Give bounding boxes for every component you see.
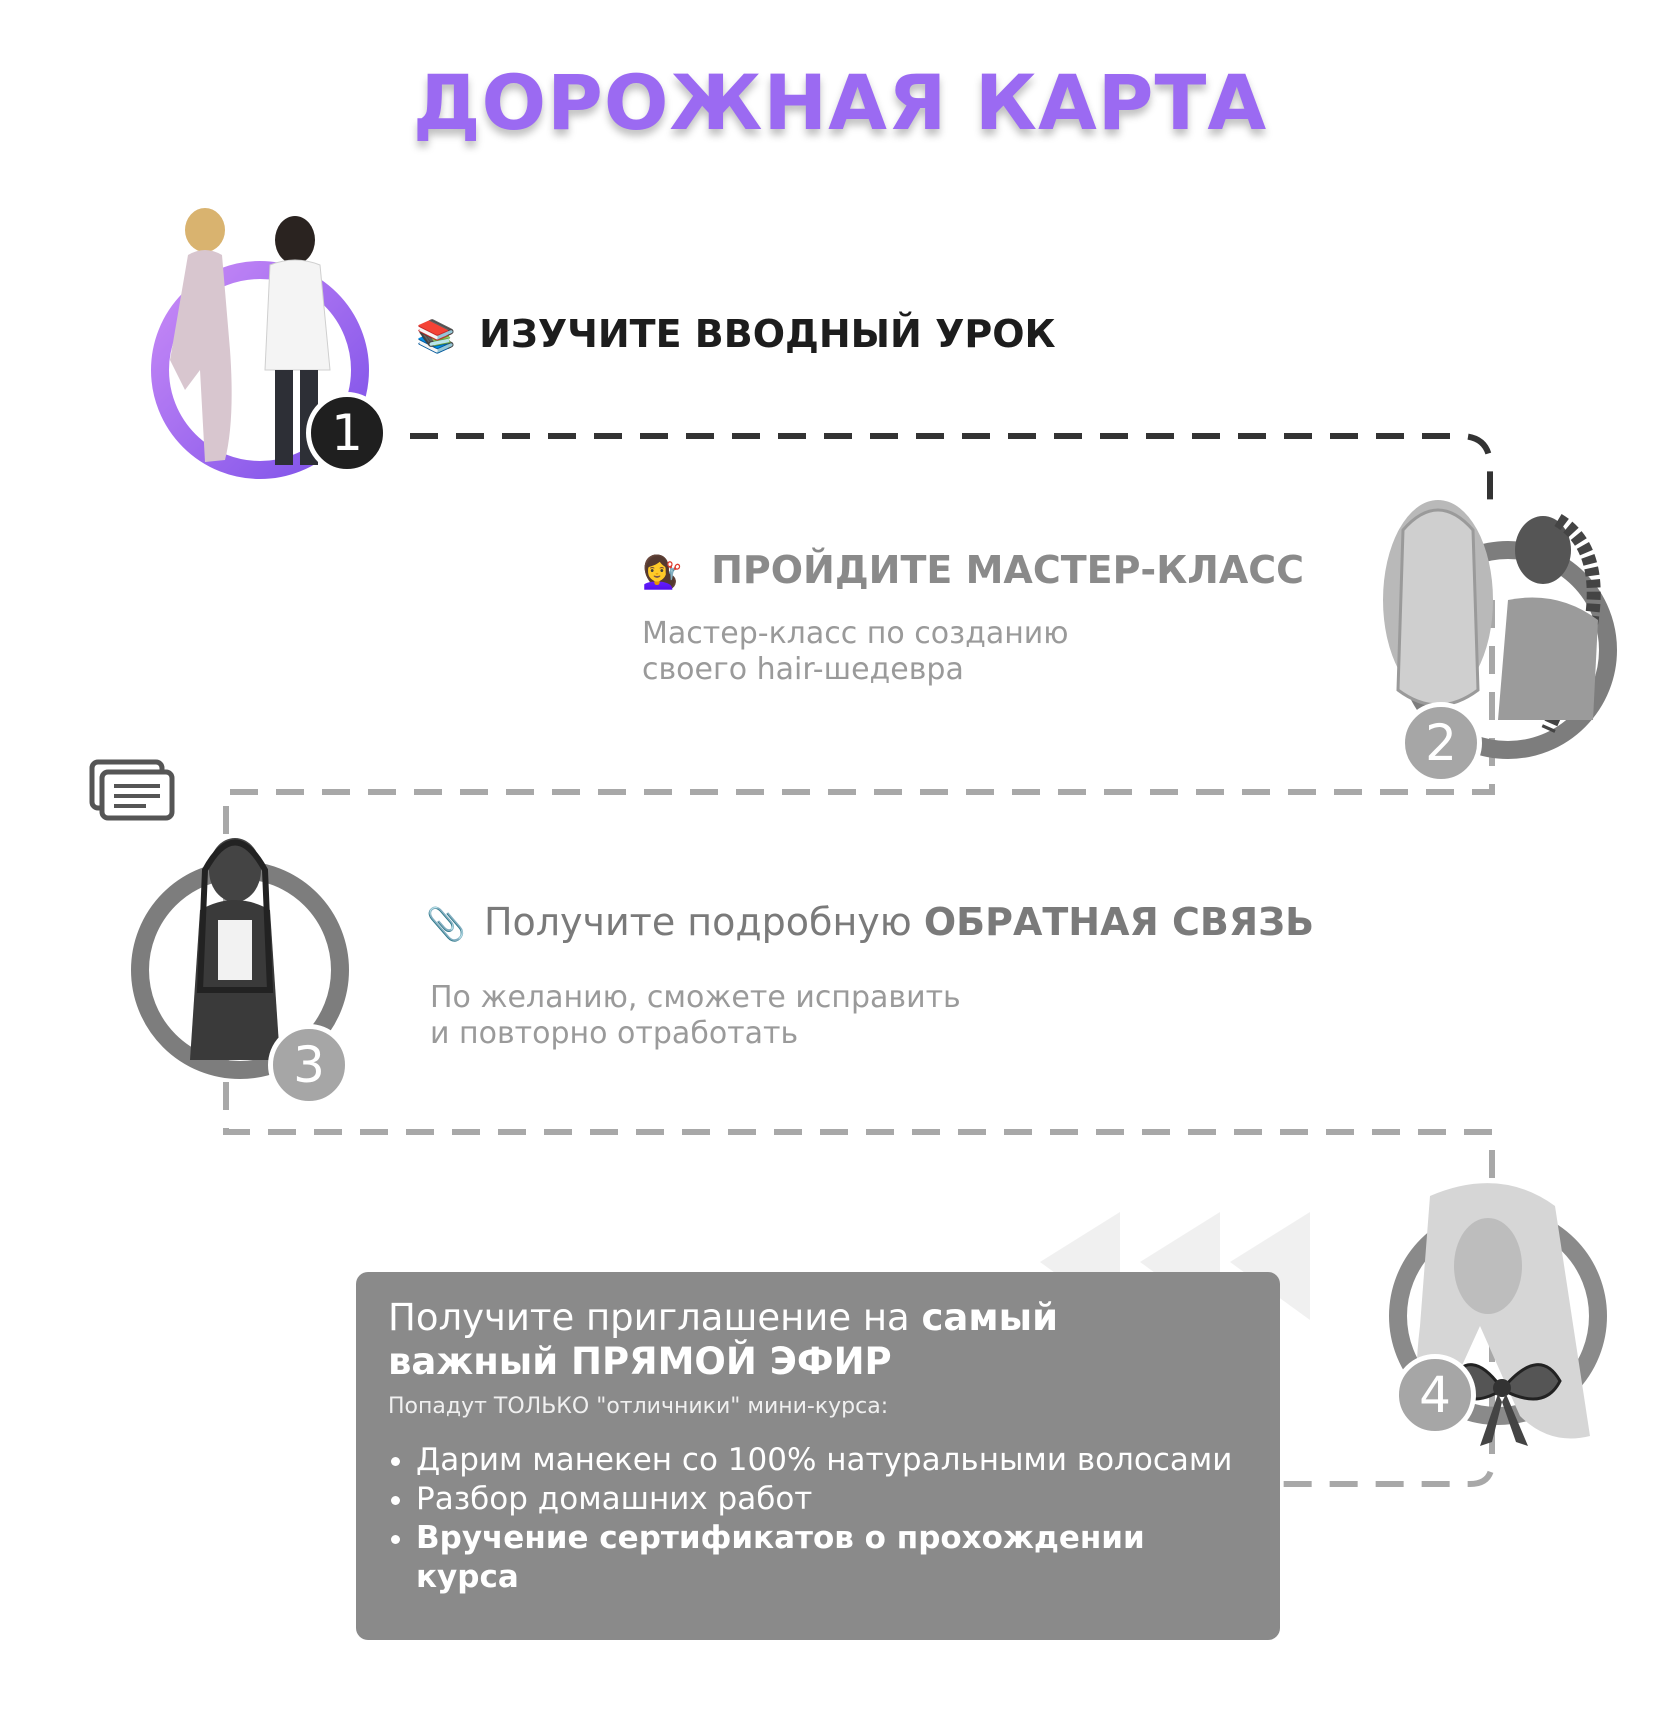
card-title-bold1: самый <box>921 1296 1059 1339</box>
step-4-card-subtitle: Попадут ТОЛЬКО "отличники" мини-курса: <box>388 1394 889 1419</box>
step-3-heading <box>426 900 1314 944</box>
step-1 <box>130 200 390 490</box>
step-1-number: 1 <box>306 392 388 474</box>
step-2-desc-line2: своего hair-шедевра <box>642 652 964 687</box>
step-2-heading <box>642 548 1304 592</box>
bullet-item: • Дарим манекен со 100% натуральными волосами <box>416 1441 1248 1480</box>
step-3-desc-line1: По желанию, сможете исправить <box>430 980 961 1015</box>
step-3-desc-line2: и повторно отработать <box>430 1016 799 1051</box>
step-2 <box>1358 490 1638 770</box>
step-3-heading-bold: ОБРАТНАЯ СВЯЗЬ <box>923 900 1315 944</box>
step-2-number: 2 <box>1400 702 1482 784</box>
step-4-bullet-list <box>388 1441 1248 1597</box>
step-3-description <box>430 980 961 1052</box>
bullet-item: • Разбор домашних работ <box>416 1480 1248 1519</box>
step-2-heading-text: ПРОЙДИТЕ МАСТЕР-КЛАСС <box>711 548 1305 592</box>
paperclip-icon: 📎 <box>426 905 466 943</box>
step-4-number: 4 <box>1394 1354 1476 1436</box>
step-3-number: 3 <box>268 1024 350 1106</box>
step-2-photo <box>1358 490 1638 770</box>
step-2-description <box>642 616 1069 688</box>
step-4 <box>1370 1176 1650 1466</box>
step-3 <box>120 810 360 1110</box>
card-title-bold2: важный ПРЯМОЙ ЭФИР <box>388 1340 892 1383</box>
step-1-heading <box>416 312 1056 356</box>
hairdresser-icon: 💇‍♀️ <box>642 553 682 591</box>
step-3-heading-normal: Получите подробную <box>483 900 924 944</box>
books-icon: 📚 <box>416 317 456 355</box>
step-2-desc-line1: Мастер-класс по созданию <box>642 616 1069 651</box>
step-1-heading-text: ИЗУЧИТЕ ВВОДНЫЙ УРОК <box>479 312 1056 356</box>
page-title: ДОРОЖНАЯ КАРТА <box>412 58 1268 147</box>
card-title-normal: Получите приглашение на <box>388 1296 922 1339</box>
step-4-card-title <box>388 1296 1248 1384</box>
step-4-card <box>356 1272 1280 1640</box>
bullet-item: • Вручение сертификатов о прохождении курса <box>416 1519 1248 1597</box>
